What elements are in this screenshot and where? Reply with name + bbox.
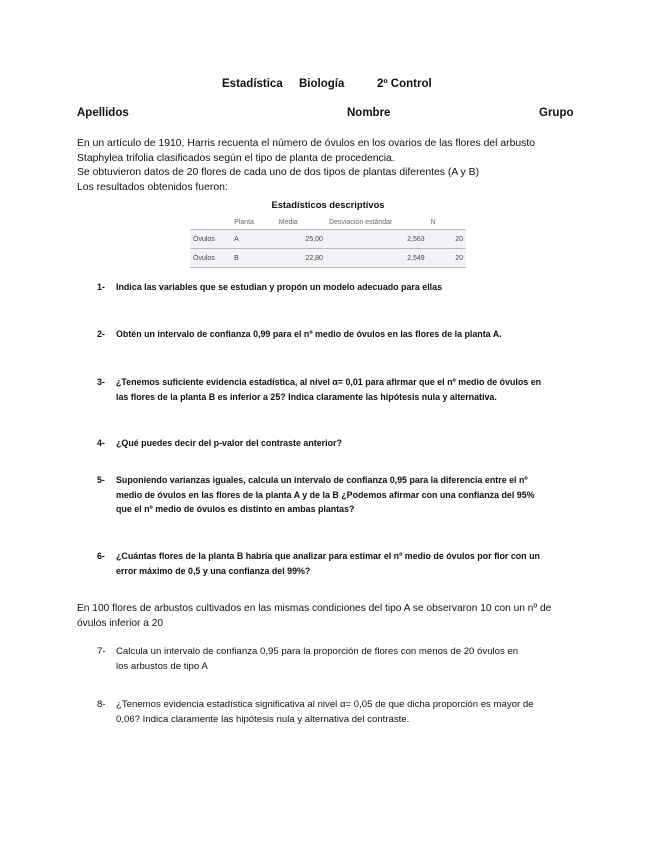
question-number: 2- [97, 329, 105, 339]
table-cell: 25,00 [276, 230, 326, 249]
stats-col-n: N [428, 216, 466, 230]
question-number: 3- [97, 377, 105, 387]
table-row [190, 249, 466, 268]
group-label: Grupo [539, 107, 574, 119]
question-line: Suponiendo varianzas iguales, calcula un intervalo de confianza 0,95 para la diferencia entre el nº [116, 475, 528, 485]
stats-col-media: Media [276, 216, 326, 230]
exam-number-title: 2º Control [377, 78, 432, 90]
question-number: 6- [97, 551, 105, 561]
question-line: ¿Qué puedes decir del p-valor del contraste anterior? [116, 438, 342, 448]
stats-col-planta: Planta [231, 216, 276, 230]
descriptive-stats [190, 199, 466, 268]
stats-col-desviacion: Desviación estándar [326, 216, 428, 230]
question-number: 4- [97, 438, 105, 448]
intro-text [77, 137, 587, 195]
question-number: 5- [97, 475, 105, 485]
table-cell: 20 [428, 249, 466, 268]
paragraph-line: En 100 flores de arbustos cultivados en las mismas condiciones del tipo A se observaron 10 con un nº de [77, 603, 552, 614]
question-line: Indica las variables que se estudian y propón un modelo adecuado para ellas [116, 282, 443, 292]
table-cell: B [231, 249, 276, 268]
intro-line: Los resultados obtenidos fueron: [77, 181, 228, 193]
table-cell: 2,563 [326, 230, 428, 249]
question-number: 1- [97, 282, 105, 292]
question-number: 7- [97, 646, 106, 657]
second-problem-text [77, 601, 582, 631]
question-line: ¿Tenemos evidencia estadística significativa al nivel α= 0,05 de que dicha proporción es mayor de [116, 699, 534, 710]
question-line: Obtén un intervalo de confianza 0,99 para el nº medio de óvulos en las flores de la planta A. [116, 329, 502, 339]
name-label: Nombre [347, 107, 391, 119]
question-number: 8- [97, 699, 106, 710]
table-cell: 20 [428, 230, 466, 249]
stats-header-row [190, 216, 466, 230]
stats-title: Estadísticos descriptivos [271, 199, 385, 210]
question-line: las flores de la planta B es inferior a 25? Indica claramente las hipótesis nula y alternativa. [116, 391, 497, 402]
degree-title: Biología [299, 78, 345, 90]
question-line: ¿Cuántas flores de la planta B habría que analizar para estimar el nº medio de óvulos por flor con un [116, 551, 540, 561]
question-line: ¿Tenemos suficiente evidencia estadística, al nivel α= 0,01 para afirmar que el nº medio de óvulos en [116, 377, 542, 387]
intro-line: Staphylea trifolia clasificados según el tipo de planta de procedencia. [77, 152, 395, 164]
question-line: error máximo de 0,5 y una confianza del 99%? [116, 565, 311, 576]
table-row [190, 230, 466, 249]
question-line: Calcula un intervalo de confianza 0,95 para la proporción de flores con menos de 20 óvulos en [116, 646, 519, 657]
table-cell: Óvulos [190, 249, 231, 268]
table-cell: 2,549 [326, 249, 428, 268]
question-line: 0,06? Indica claramente las hipótesis nula y alternativa del contraste. [116, 713, 410, 725]
question-line: medio de óvulos en las flores de la planta A y de la B ¿Podemos afirmar con una confianza del 95% [116, 489, 535, 500]
stats-table [190, 216, 466, 268]
table-cell: A [231, 230, 276, 249]
intro-line: En un artículo de 1910, Harris recuenta el número de óvulos en los ovarios de las flores del arbusto [77, 138, 536, 149]
table-cell: Óvulos [190, 230, 231, 249]
subject-title: Estadística [222, 78, 283, 90]
surname-label: Apellidos [77, 107, 129, 119]
question-line: los arbustos de tipo A [116, 660, 208, 672]
stats-col-empty [190, 216, 231, 230]
table-cell: 22,80 [276, 249, 326, 268]
question-line: que el nº medio de óvulos es distinto en ambas plantas? [116, 504, 355, 515]
intro-line: Se obtuvieron datos de 20 flores de cada uno de dos tipos de plantas diferentes (A y B) [77, 167, 480, 179]
paragraph-line: óvulos inferior a 20 [77, 618, 164, 630]
